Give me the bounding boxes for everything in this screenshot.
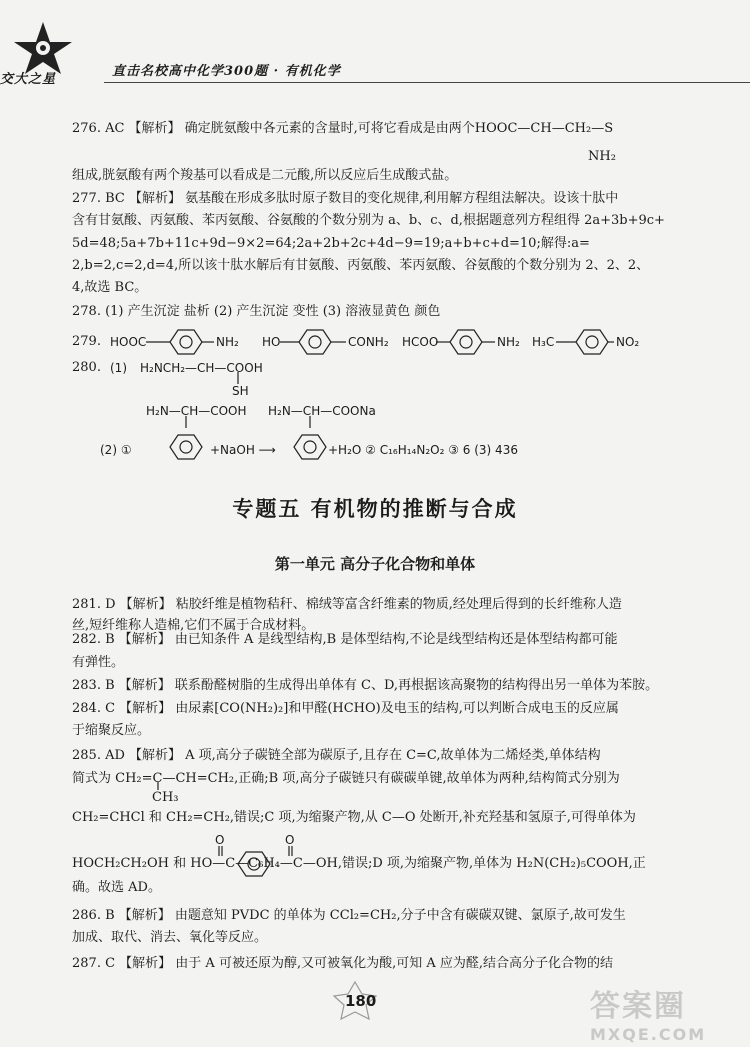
book-title: 直击名校高中化学300题 · 有机化学 xyxy=(112,64,341,79)
benzene-ring-3 xyxy=(450,330,482,354)
page-number: 180 xyxy=(345,992,377,1010)
benzene-ring-7 xyxy=(238,852,270,876)
topic-title: 专题五 有机物的推断与合成 xyxy=(232,497,518,521)
answer-280-part2: (2) ① xyxy=(100,443,132,457)
struct-2-left: HO xyxy=(262,335,281,349)
answer-276-line1: 276. AC 【解析】 确定胱氨酸中各元素的含量时,可将它看成是由两个HOOC—CH—CH₂—S xyxy=(72,121,614,136)
answer-277-line5: 4,故选 BC。 xyxy=(72,280,148,295)
reaction-reagent: +NaOH ⟶ xyxy=(210,443,276,457)
answer-277-line4: 2,b=2,c=2,d=4,所以该十肽水解后有甘氨酸、丙氨酸、苯丙氨酸、谷氨酸的个数分别为 2、2、2、 xyxy=(72,258,650,273)
formula-sodium-salt: H₂N—CH—COONa xyxy=(268,404,376,418)
watermark-line2: MXQE.COM xyxy=(590,1025,707,1044)
watermark xyxy=(590,981,740,1044)
formula-phenylalanine: H₂N—CH—COOH xyxy=(146,404,247,418)
answer-276-line2: 组成,胱氨酸有两个羧基可以看成是二元酸,所以反应后生成酸式盐。 xyxy=(72,168,458,183)
struct-1-right: NH₂ xyxy=(216,335,239,349)
answer-282-line1: 282. B 【解析】 由已知条件 A 是线型结构,B 是体型结构,不论是线型结构还是体型结构都可能 xyxy=(72,632,618,647)
formula-cysteine-sh: SH xyxy=(232,384,249,398)
answer-286-line2: 加成、取代、消去、氧化等反应。 xyxy=(72,930,268,945)
benzene-ring-6 xyxy=(294,435,326,459)
struct-4-right: NO₂ xyxy=(616,335,640,349)
answer-285-line3: CH₂=CHCl 和 CH₂=CH₂,错误;C 项,为缩聚产物,从 C—O 处断开,补充羟基和氢原子,可得单体为 xyxy=(72,810,636,825)
watermark-line1: 答案圈 xyxy=(590,989,686,1024)
answer-280-tail: +H₂O ② C₁₆H₁₄N₂O₂ ③ 6 (3) 436 xyxy=(328,443,518,457)
answer-281-line2: 丝,短纤维称人造棉,它们不属于合成材料。 xyxy=(72,618,315,633)
answer-279-number: 279. xyxy=(72,334,101,349)
struct-3-left: HCOO xyxy=(402,335,439,349)
answer-285-line4: HOCH₂CH₂OH 和 HO—C—C₆H₄—C—OH,错误;D 项,为缩聚产物,单体为 H₂N(CH₂)₅COOH,正 xyxy=(72,856,646,871)
answer-285-line1: 285. AD 【解析】 A 项,高分子碳链全部为碳原子,且存在 C=C,故单体为二烯烃类,单体结构 xyxy=(72,748,601,763)
answer-284-line1: 284. C 【解析】 由尿素[CO(NH₂)₂]和甲醛(HCHO)及电玉的结构,可以判断合成电玉的反应属 xyxy=(72,701,619,716)
unit-title: 第一单元 高分子化合物和单体 xyxy=(274,555,476,573)
carbonyl-o-2: O xyxy=(285,833,295,847)
answer-277-line2: 含有甘氨酸、丙氨酸、苯丙氨酸、谷氨酸的个数分别为 a、b、c、d,根据题意列方程组得 2a+3b+9c+ xyxy=(72,213,665,228)
answer-282-line2: 有弹性。 xyxy=(72,655,125,670)
answer-278: 278. (1) 产生沉淀 盐析 (2) 产生沉淀 变性 (3) 溶液显黄色 颜色 xyxy=(72,304,441,319)
answer-280-number: 280. xyxy=(72,360,101,375)
struct-2-right: CONH₂ xyxy=(348,335,389,349)
answer-280-part1: (1) xyxy=(110,361,127,375)
formula-cysteine: H₂NCH₂—CH—COOH xyxy=(140,361,263,375)
benzene-ring-5 xyxy=(170,435,202,459)
logo-text: 交大之星 xyxy=(0,72,57,87)
answer-277-line3: 5d=48;5a+7b+11c+9d−9×2=64;2a+2b+2c+4d−9=19;a+b+c+d=10;解得:a= xyxy=(72,236,590,251)
answer-287: 287. C 【解析】 由于 A 可被还原为醇,又可被氧化为酸,可知 A 应为醛,结合高分子化合物的结 xyxy=(72,956,613,971)
benzene-ring-1 xyxy=(170,330,202,354)
answer-276-nh2: NH₂ xyxy=(588,149,616,164)
struct-3-right: NH₂ xyxy=(497,335,520,349)
answer-277-line1: 277. BC 【解析】 氨基酸在形成多肽时原子数目的变化规律,利用解方程组法解决。设该十肽中 xyxy=(72,191,619,206)
answer-285-line2: 简式为 CH₂=C—CH=CH₂,正确;B 项,高分子碳链只有碳碳单键,故单体为两种,结构简式分别为 xyxy=(72,771,620,786)
struct-4-left: H₃C xyxy=(532,335,555,349)
answer-281-line1: 281. D 【解析】 粘胶纤维是植物秸秆、棉绒等富含纤维素的物质,经处理后得到的长纤维称人造 xyxy=(72,597,622,612)
answer-284-line2: 于缩聚反应。 xyxy=(72,723,151,738)
carbonyl-o-1: O xyxy=(215,833,225,847)
answer-283: 283. B 【解析】 联系酚醛树脂的生成得出单体有 C、D,再根据该高聚物的结构得出另一单体为苯胺。 xyxy=(72,678,659,693)
answer-285-line5: 确。故选 AD。 xyxy=(72,880,161,895)
benzene-ring-2 xyxy=(299,330,331,354)
benzene-ring-4 xyxy=(576,330,608,354)
answer-286-line1: 286. B 【解析】 由题意知 PVDC 的单体为 CCl₂=CH₂,分子中含有碳碳双键、氯原子,故可发生 xyxy=(72,908,626,923)
struct-1-left: HOOC xyxy=(110,335,147,349)
answer-285-ch3: CH₃ xyxy=(152,790,179,805)
